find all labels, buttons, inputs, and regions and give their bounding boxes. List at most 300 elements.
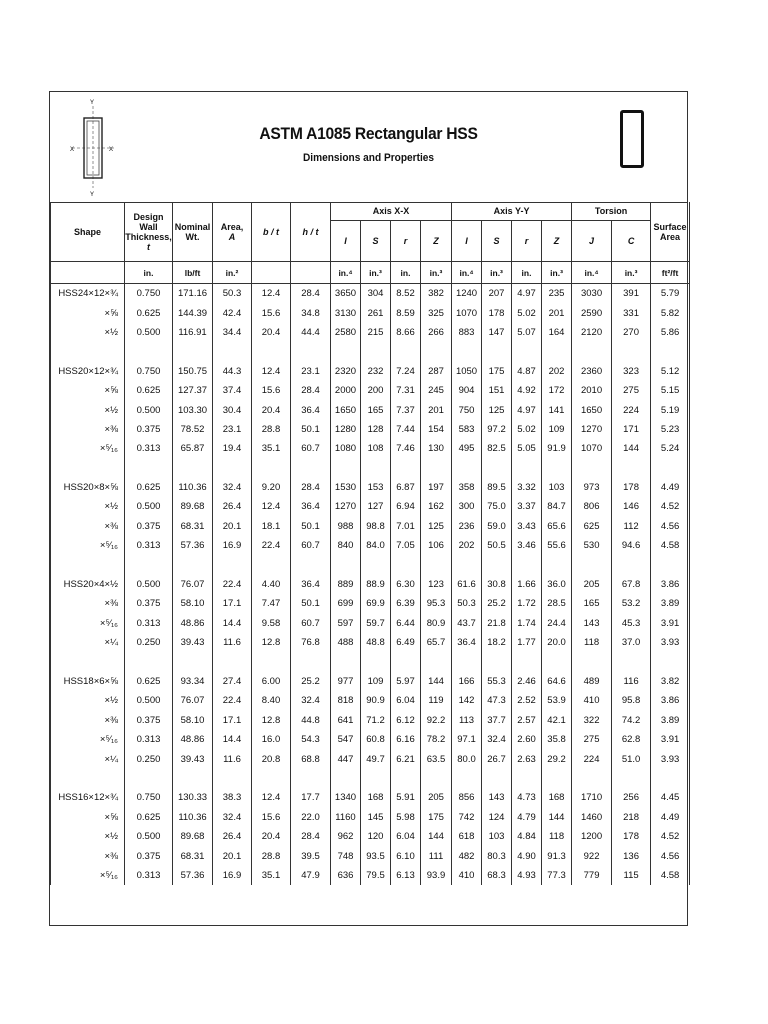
value-cell: 116.91	[173, 323, 213, 342]
value-cell: 109	[361, 672, 391, 691]
value-cell: 6.21	[391, 749, 421, 768]
value-cell: 973	[572, 478, 612, 497]
value-cell: 20.4	[252, 400, 291, 419]
value-cell: 110.36	[173, 808, 213, 827]
value-cell: 110.36	[173, 478, 213, 497]
value-cell: 78.52	[173, 420, 213, 439]
shape-cell: ×⁵⁄₁₆	[51, 614, 125, 633]
value-cell: 889	[331, 575, 361, 594]
table-row	[51, 284, 690, 304]
value-cell: 12.8	[252, 633, 291, 652]
value-cell: 162	[421, 497, 452, 516]
table-row	[51, 749, 690, 768]
value-cell: 1.77	[512, 633, 542, 652]
value-cell: 4.40	[252, 575, 291, 594]
value-cell: 8.40	[252, 691, 291, 710]
value-cell: 9.58	[252, 614, 291, 633]
value-cell: 3.89	[651, 711, 690, 730]
value-cell: 20.1	[213, 846, 252, 865]
shape-cell: ×¼	[51, 749, 125, 768]
value-cell: 14.4	[213, 730, 252, 749]
value-cell: 14.4	[213, 614, 252, 633]
value-cell: 154	[421, 420, 452, 439]
shape-cell: ×¼	[51, 633, 125, 652]
value-cell: 90.9	[361, 691, 391, 710]
value-cell: 80.0	[452, 749, 482, 768]
col-iy: I	[452, 221, 482, 262]
value-cell: 197	[421, 478, 452, 497]
value-cell: 84.7	[542, 497, 572, 516]
value-cell: 153	[361, 478, 391, 497]
value-cell: 59.7	[361, 614, 391, 633]
value-cell: 91.9	[542, 439, 572, 458]
value-cell: 28.4	[291, 827, 331, 846]
value-cell: 144	[421, 672, 452, 691]
group-spacer	[51, 342, 690, 361]
value-cell: 16.9	[213, 866, 252, 885]
hss-section-diagram	[70, 98, 140, 198]
value-cell: 43.7	[452, 614, 482, 633]
value-cell: 35.1	[252, 439, 291, 458]
value-cell: 84.0	[361, 536, 391, 555]
value-cell: 323	[612, 362, 651, 381]
value-cell: 4.58	[651, 536, 690, 555]
value-cell: 5.86	[651, 323, 690, 342]
value-cell: 977	[331, 672, 361, 691]
value-cell: 883	[452, 323, 482, 342]
value-cell: 3.93	[651, 633, 690, 652]
value-cell: 112	[612, 517, 651, 536]
value-cell: 3.91	[651, 614, 690, 633]
value-cell: 120	[361, 827, 391, 846]
shape-cell: ×⅜	[51, 711, 125, 730]
table-row	[51, 614, 690, 633]
value-cell: 125	[421, 517, 452, 536]
value-cell: 8.52	[391, 284, 421, 304]
value-cell: 547	[331, 730, 361, 749]
value-cell: 495	[452, 439, 482, 458]
value-cell: 125	[482, 400, 512, 419]
value-cell: 7.44	[391, 420, 421, 439]
shape-cell: ×⁵⁄₁₆	[51, 730, 125, 749]
value-cell: 39.43	[173, 633, 213, 652]
value-cell: 2000	[331, 381, 361, 400]
col-bt: b / t	[252, 202, 291, 262]
value-cell: 4.49	[651, 808, 690, 827]
value-cell: 750	[452, 400, 482, 419]
value-cell: 130	[421, 439, 452, 458]
group-spacer	[51, 652, 690, 671]
value-cell: 67.8	[612, 575, 651, 594]
value-cell: 28.5	[542, 594, 572, 613]
value-cell: 12.4	[252, 362, 291, 381]
value-cell: 489	[572, 672, 612, 691]
value-cell: 779	[572, 866, 612, 885]
value-cell: 80.9	[421, 614, 452, 633]
value-cell: 23.1	[213, 420, 252, 439]
value-cell: 6.44	[391, 614, 421, 633]
value-cell: 0.750	[125, 788, 173, 807]
value-cell: 6.10	[391, 846, 421, 865]
value-cell: 36.0	[542, 575, 572, 594]
value-cell: 4.97	[512, 400, 542, 419]
value-cell: 36.4	[452, 633, 482, 652]
value-cell: 818	[331, 691, 361, 710]
value-cell: 106	[421, 536, 452, 555]
value-cell: 4.92	[512, 381, 542, 400]
col-sy: S	[482, 221, 512, 262]
value-cell: 30.4	[213, 400, 252, 419]
value-cell: 236	[452, 517, 482, 536]
value-cell: 65.7	[421, 633, 452, 652]
value-cell: 0.313	[125, 439, 173, 458]
value-cell: 171	[612, 420, 651, 439]
shape-cell: ×⅜	[51, 594, 125, 613]
value-cell: 4.52	[651, 497, 690, 516]
value-cell: 166	[452, 672, 482, 691]
value-cell: 48.86	[173, 730, 213, 749]
shape-cell: ×⅜	[51, 517, 125, 536]
value-cell: 44.3	[213, 362, 252, 381]
value-cell: 3.37	[512, 497, 542, 516]
value-cell: 34.8	[291, 303, 331, 322]
value-cell: 17.7	[291, 788, 331, 807]
value-cell: 145	[361, 808, 391, 827]
value-cell: 1050	[452, 362, 482, 381]
value-cell: 35.1	[252, 866, 291, 885]
value-cell: 147	[482, 323, 512, 342]
value-cell: 118	[572, 633, 612, 652]
table-body	[51, 284, 690, 886]
value-cell: 44.8	[291, 711, 331, 730]
value-cell: 3.43	[512, 517, 542, 536]
value-cell: 202	[452, 536, 482, 555]
value-cell: 20.1	[213, 517, 252, 536]
shape-cell: ×⅜	[51, 846, 125, 865]
value-cell: 232	[361, 362, 391, 381]
value-cell: 164	[542, 323, 572, 342]
table-row	[51, 730, 690, 749]
table-row	[51, 633, 690, 652]
value-cell: 26.7	[482, 749, 512, 768]
value-cell: 26.4	[213, 827, 252, 846]
value-cell: 8.66	[391, 323, 421, 342]
value-cell: 4.56	[651, 517, 690, 536]
value-cell: 22.4	[213, 691, 252, 710]
value-cell: 32.4	[482, 730, 512, 749]
unit-cell: in.³	[542, 262, 572, 284]
value-cell: 4.45	[651, 788, 690, 807]
value-cell: 144	[542, 808, 572, 827]
value-cell: 89.5	[482, 478, 512, 497]
value-cell: 123	[421, 575, 452, 594]
value-cell: 142	[452, 691, 482, 710]
value-cell: 115	[612, 866, 651, 885]
value-cell: 382	[421, 284, 452, 304]
value-cell: 205	[421, 788, 452, 807]
value-cell: 410	[452, 866, 482, 885]
value-cell: 97.1	[452, 730, 482, 749]
value-cell: 0.625	[125, 672, 173, 691]
value-cell: 583	[452, 420, 482, 439]
value-cell: 4.56	[651, 846, 690, 865]
value-cell: 4.93	[512, 866, 542, 885]
value-cell: 17.1	[213, 594, 252, 613]
value-cell: 6.13	[391, 866, 421, 885]
value-cell: 141	[542, 400, 572, 419]
value-cell: 12.4	[252, 497, 291, 516]
table-row	[51, 672, 690, 691]
table-row	[51, 400, 690, 419]
value-cell: 53.9	[542, 691, 572, 710]
value-cell: 4.87	[512, 362, 542, 381]
value-cell: 20.4	[252, 323, 291, 342]
shape-cell: HSS20×4×½	[51, 575, 125, 594]
value-cell: 5.23	[651, 420, 690, 439]
shape-cell: ×½	[51, 691, 125, 710]
shape-cell: HSS16×12×¾	[51, 788, 125, 807]
value-cell: 78.2	[421, 730, 452, 749]
value-cell: 48.8	[361, 633, 391, 652]
table-row	[51, 827, 690, 846]
value-cell: 5.91	[391, 788, 421, 807]
value-cell: 1.74	[512, 614, 542, 633]
unit-cell: in.³	[482, 262, 512, 284]
value-cell: 49.7	[361, 749, 391, 768]
value-cell: 7.01	[391, 517, 421, 536]
value-cell: 1200	[572, 827, 612, 846]
value-cell: 7.46	[391, 439, 421, 458]
value-cell: 6.04	[391, 691, 421, 710]
value-cell: 89.68	[173, 827, 213, 846]
value-cell: 3030	[572, 284, 612, 304]
value-cell: 175	[482, 362, 512, 381]
value-cell: 77.3	[542, 866, 572, 885]
value-cell: 103	[542, 478, 572, 497]
value-cell: 3.86	[651, 575, 690, 594]
value-cell: 322	[572, 711, 612, 730]
value-cell: 29.2	[542, 749, 572, 768]
value-cell: 287	[421, 362, 452, 381]
col-sx: S	[361, 221, 391, 262]
value-cell: 20.4	[252, 827, 291, 846]
value-cell: 127	[361, 497, 391, 516]
value-cell: 0.625	[125, 303, 173, 322]
value-cell: 136	[612, 846, 651, 865]
value-cell: 18.2	[482, 633, 512, 652]
value-cell: 325	[421, 303, 452, 322]
value-cell: 5.98	[391, 808, 421, 827]
value-cell: 0.313	[125, 614, 173, 633]
table-row	[51, 536, 690, 555]
value-cell: 2.46	[512, 672, 542, 691]
value-cell: 26.4	[213, 497, 252, 516]
value-cell: 331	[612, 303, 651, 322]
value-cell: 1280	[331, 420, 361, 439]
value-cell: 618	[452, 827, 482, 846]
value-cell: 3.46	[512, 536, 542, 555]
value-cell: 2010	[572, 381, 612, 400]
value-cell: 39.43	[173, 749, 213, 768]
value-cell: 0.250	[125, 749, 173, 768]
value-cell: 178	[612, 478, 651, 497]
value-cell: 88.9	[361, 575, 391, 594]
unit-cell: in.	[512, 262, 542, 284]
value-cell: 7.47	[252, 594, 291, 613]
value-cell: 93.5	[361, 846, 391, 865]
shape-cell: HSS20×8×⅝	[51, 478, 125, 497]
value-cell: 92.2	[421, 711, 452, 730]
value-cell: 922	[572, 846, 612, 865]
value-cell: 6.04	[391, 827, 421, 846]
group-spacer	[51, 459, 690, 478]
value-cell: 207	[482, 284, 512, 304]
value-cell: 9.20	[252, 478, 291, 497]
value-cell: 93.34	[173, 672, 213, 691]
value-cell: 69.9	[361, 594, 391, 613]
value-cell: 68.3	[482, 866, 512, 885]
value-cell: 5.19	[651, 400, 690, 419]
value-cell: 215	[361, 323, 391, 342]
group-torsion: Torsion	[572, 202, 651, 221]
value-cell: 488	[331, 633, 361, 652]
value-cell: 636	[331, 866, 361, 885]
table-row	[51, 691, 690, 710]
value-cell: 3650	[331, 284, 361, 304]
value-cell: 11.6	[213, 633, 252, 652]
value-cell: 7.31	[391, 381, 421, 400]
value-cell: 224	[612, 400, 651, 419]
col-zy: Z	[542, 221, 572, 262]
table-row	[51, 323, 690, 342]
page-subtitle: Dimensions and Properties	[302, 152, 435, 164]
value-cell: 410	[572, 691, 612, 710]
value-cell: 25.2	[291, 672, 331, 691]
value-cell: 50.3	[452, 594, 482, 613]
value-cell: 8.59	[391, 303, 421, 322]
value-cell: 175	[421, 808, 452, 827]
value-cell: 6.16	[391, 730, 421, 749]
value-cell: 12.4	[252, 284, 291, 304]
table-row	[51, 594, 690, 613]
value-cell: 6.87	[391, 478, 421, 497]
value-cell: 1240	[452, 284, 482, 304]
value-cell: 5.07	[512, 323, 542, 342]
value-cell: 172	[542, 381, 572, 400]
value-cell: 1270	[572, 420, 612, 439]
value-cell: 35.8	[542, 730, 572, 749]
value-cell: 2.60	[512, 730, 542, 749]
value-cell: 304	[361, 284, 391, 304]
value-cell: 205	[572, 575, 612, 594]
unit-cell: in.⁴	[331, 262, 361, 284]
value-cell: 3130	[331, 303, 361, 322]
value-cell: 1070	[572, 439, 612, 458]
value-cell: 55.3	[482, 672, 512, 691]
shape-cell: ×½	[51, 323, 125, 342]
value-cell: 1080	[331, 439, 361, 458]
table-row	[51, 381, 690, 400]
value-cell: 124	[482, 808, 512, 827]
value-cell: 19.4	[213, 439, 252, 458]
value-cell: 0.750	[125, 362, 173, 381]
value-cell: 55.6	[542, 536, 572, 555]
value-cell: 3.82	[651, 672, 690, 691]
value-cell: 11.6	[213, 749, 252, 768]
value-cell: 748	[331, 846, 361, 865]
value-cell: 0.250	[125, 633, 173, 652]
rectangular-hss-icon	[620, 110, 644, 168]
value-cell: 806	[572, 497, 612, 516]
value-cell: 5.02	[512, 420, 542, 439]
value-cell: 51.0	[612, 749, 651, 768]
value-cell: 7.37	[391, 400, 421, 419]
value-cell: 4.79	[512, 808, 542, 827]
value-cell: 201	[542, 303, 572, 322]
value-cell: 171.16	[173, 284, 213, 304]
shape-cell: ×⁵⁄₁₆	[51, 866, 125, 885]
value-cell: 45.3	[612, 614, 651, 633]
value-cell: 3.91	[651, 730, 690, 749]
value-cell: 275	[572, 730, 612, 749]
shape-cell: ×⅜	[51, 420, 125, 439]
value-cell: 57.36	[173, 536, 213, 555]
value-cell: 47.3	[482, 691, 512, 710]
shape-cell: ×½	[51, 497, 125, 516]
value-cell: 18.1	[252, 517, 291, 536]
value-cell: 22.4	[252, 536, 291, 555]
value-cell: 37.4	[213, 381, 252, 400]
value-cell: 699	[331, 594, 361, 613]
value-cell: 6.00	[252, 672, 291, 691]
group-axis-xx: Axis X-X	[331, 202, 452, 221]
value-cell: 36.4	[291, 400, 331, 419]
value-cell: 4.49	[651, 478, 690, 497]
value-cell: 1650	[331, 400, 361, 419]
value-cell: 98.8	[361, 517, 391, 536]
value-cell: 16.9	[213, 536, 252, 555]
value-cell: 256	[612, 788, 651, 807]
value-cell: 5.82	[651, 303, 690, 322]
value-cell: 50.1	[291, 594, 331, 613]
col-nominal-wt: Nominal Wt.	[173, 202, 213, 262]
axis-x-left-label: X	[70, 147, 75, 153]
value-cell: 962	[331, 827, 361, 846]
value-cell: 76.8	[291, 633, 331, 652]
value-cell: 61.6	[452, 575, 482, 594]
unit-cell-shape	[51, 262, 125, 284]
value-cell: 530	[572, 536, 612, 555]
value-cell: 20.0	[542, 633, 572, 652]
shape-cell: ×⅝	[51, 808, 125, 827]
value-cell: 34.4	[213, 323, 252, 342]
value-cell: 597	[331, 614, 361, 633]
value-cell: 4.52	[651, 827, 690, 846]
value-cell: 47.9	[291, 866, 331, 885]
value-cell: 150.75	[173, 362, 213, 381]
value-cell: 165	[572, 594, 612, 613]
value-cell: 74.2	[612, 711, 651, 730]
value-cell: 15.6	[252, 808, 291, 827]
page-title: ASTM A1085 Rectangular HSS	[259, 124, 478, 143]
shape-cell: ×⅝	[51, 303, 125, 322]
table-row	[51, 497, 690, 516]
unit-cell	[252, 262, 291, 284]
col-design-wall: Design Wall Thickness, t	[125, 202, 173, 262]
value-cell: 275	[612, 381, 651, 400]
value-cell: 116	[612, 672, 651, 691]
unit-cell: ft²/ft	[651, 262, 690, 284]
